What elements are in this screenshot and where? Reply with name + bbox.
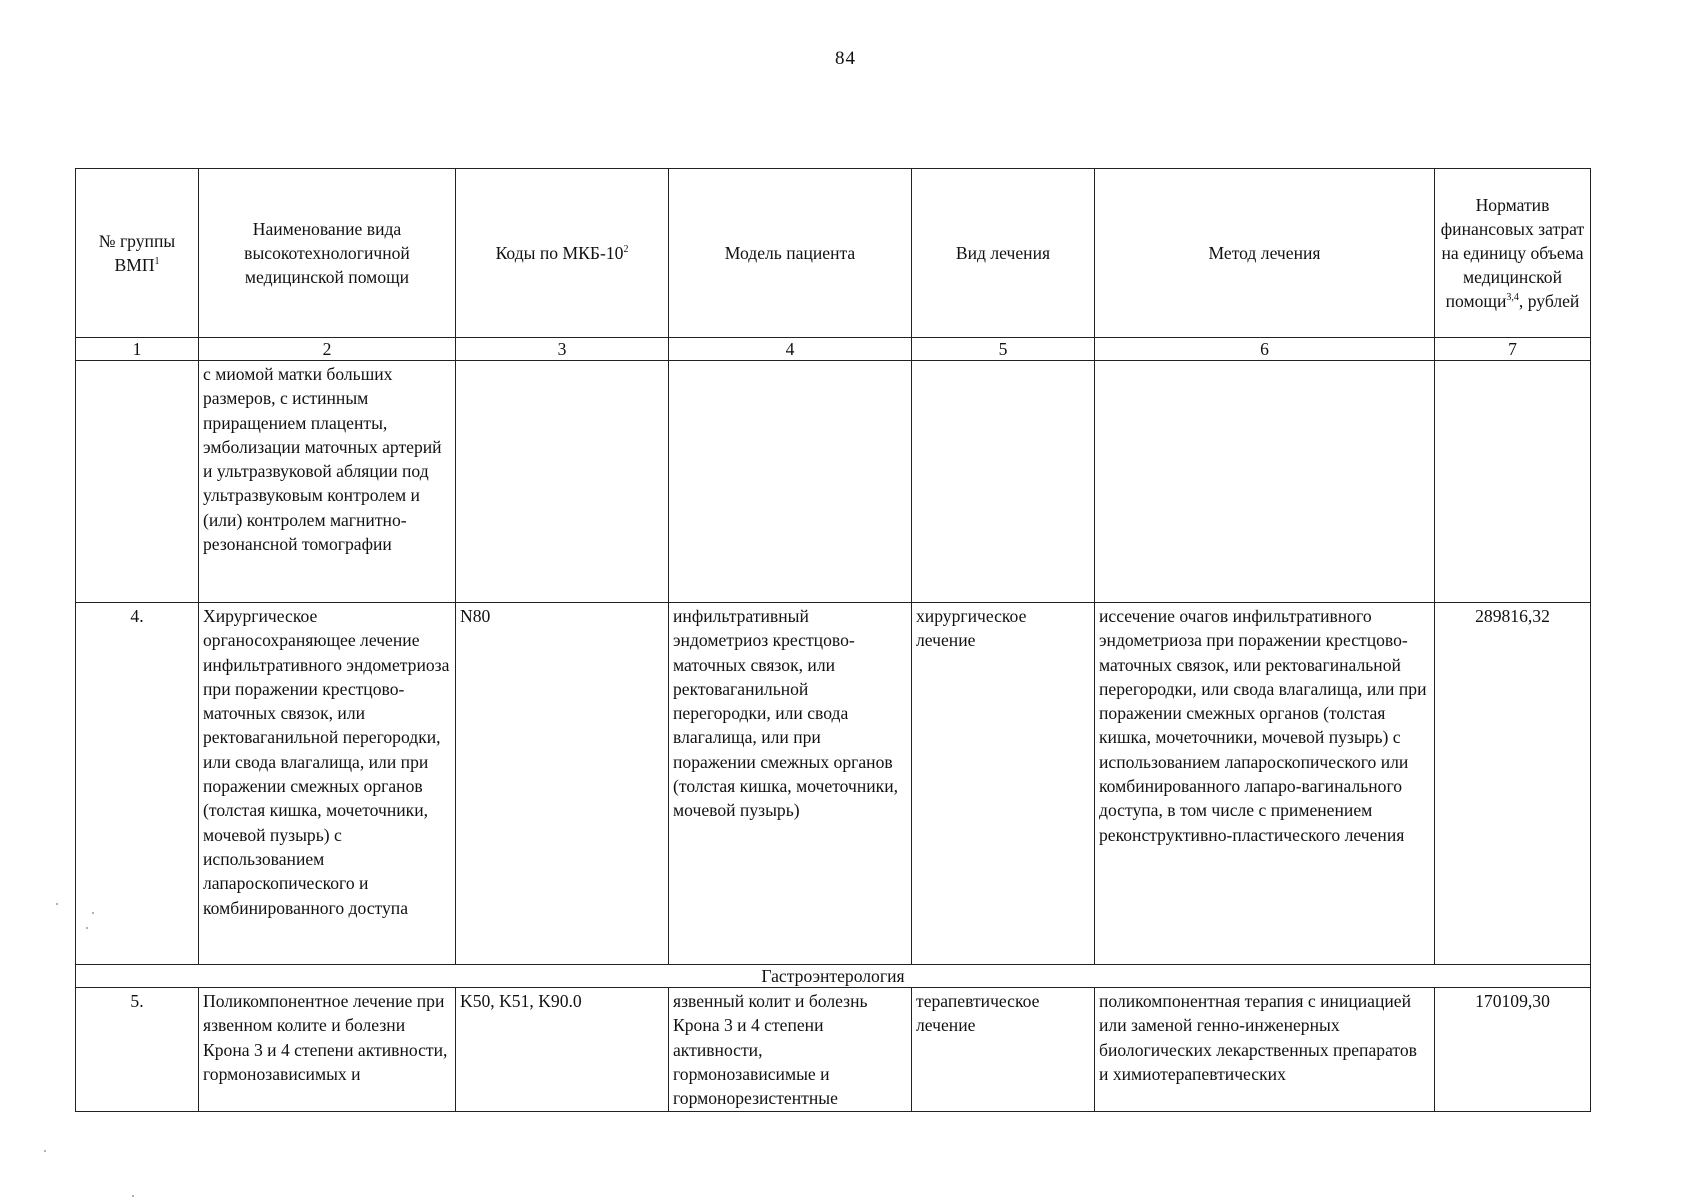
cost-cell: 289816,32: [1435, 603, 1591, 965]
column-number: 3: [456, 338, 669, 361]
treatment-type-cell: терапевтическое лечение: [912, 988, 1095, 1112]
header-patient-model: Модель пациента: [669, 169, 912, 338]
section-row: [76, 965, 1591, 988]
table-row: [76, 988, 1591, 1112]
column-number: 7: [1435, 338, 1591, 361]
group-number-cell: 5.: [76, 988, 199, 1112]
column-number: 1: [76, 338, 199, 361]
treatment-method-cell: [1095, 361, 1435, 603]
scan-artifact: [86, 927, 88, 929]
treatment-type-cell: [912, 361, 1095, 603]
section-title: Гастроэнтерология: [76, 965, 1591, 988]
group-number-cell: 4.: [76, 603, 199, 965]
column-number: 6: [1095, 338, 1435, 361]
treatment-type-cell: хирургическое лечение: [912, 603, 1095, 965]
header-icd-codes: Коды по МКБ-$10^2$: [456, 169, 669, 338]
header-treatment-type: Вид лечения: [912, 169, 1095, 338]
vmp-table: [75, 168, 1591, 1112]
care-type-cell: с миомой матки больших размеров, с истинным приращением плаценты, эмболизации маточных артерий и ультразвуковой абляции под ультразвуковым контролем и (или) контролем магнитно-резонансной томографии: [199, 361, 456, 603]
group-number-cell: [76, 361, 199, 603]
header-row: [76, 169, 1591, 338]
scan-artifact: [56, 903, 58, 905]
header-cost-standard: Норматив финансовых затрат на единицу объема медицинской помощи$^{3,4}$, рублей: [1435, 169, 1591, 338]
icd-codes-cell: [456, 361, 669, 603]
column-number: 5: [912, 338, 1095, 361]
column-number: 4: [669, 338, 912, 361]
patient-model-cell: [669, 361, 912, 603]
cost-cell: 170109,30: [1435, 988, 1591, 1112]
header-group-number: № группы ВМП$^1$: [76, 169, 199, 338]
scan-artifact: [44, 1150, 46, 1152]
icd-codes-cell: N80: [456, 603, 669, 965]
treatment-method-cell: поликомпонентная терапия с инициацией или заменой генно-инженерных биологических лекарственных препаратов и химиотерапевтических: [1095, 988, 1435, 1112]
table-row: [76, 361, 1591, 603]
scan-artifact: [132, 1195, 134, 1197]
page-number: 84: [835, 48, 856, 69]
patient-model-cell: язвенный колит и болезнь Крона 3 и 4 степени активности, гормонозависимые и гормонорезистентные: [669, 988, 912, 1112]
header-care-type-name: Наименование вида высокотехнологичной медицинской помощи: [199, 169, 456, 338]
cost-cell: [1435, 361, 1591, 603]
care-type-cell: Поликомпонентное лечение при язвенном колите и болезни Крона 3 и 4 степени активности, гормонозависимых и: [199, 988, 456, 1112]
icd-codes-cell: K50, K51, K90.0: [456, 988, 669, 1112]
header-treatment-method: Метод лечения: [1095, 169, 1435, 338]
table-row: [76, 603, 1591, 965]
scan-artifact: [92, 912, 94, 914]
column-number: 2: [199, 338, 456, 361]
patient-model-cell: инфильтративный эндометриоз крестцово-маточных связок, или ректоваганильной перегородки, или свода влагалища, или при поражении смежных органов (толстая кишка, мочеточники, мочевой пузырь): [669, 603, 912, 965]
treatment-method-cell: иссечение очагов инфильтративного эндометриоза при поражении крестцово-маточных связок, или ректовагинальной перегородки, или свода влагалища, или при поражении смежных органов (толстая кишка, мочеточники, мочевой пузырь) с использованием лапароскопического или комбинированного лапаро-вагинального доступа, в том числе с применением реконструктивно-пластического лечения: [1095, 603, 1435, 965]
care-type-cell: Хирургическое органосохраняющее лечение инфильтративного эндометриоза при поражении крестцово-маточных связок, или ректоваганильной перегородки, или свода влагалища, или при поражении смежных органов (толстая кишка, мочеточники, мочевой пузырь) с использованием лапароскопического и комбинированного доступа: [199, 603, 456, 965]
column-numbers-row: [76, 338, 1591, 361]
